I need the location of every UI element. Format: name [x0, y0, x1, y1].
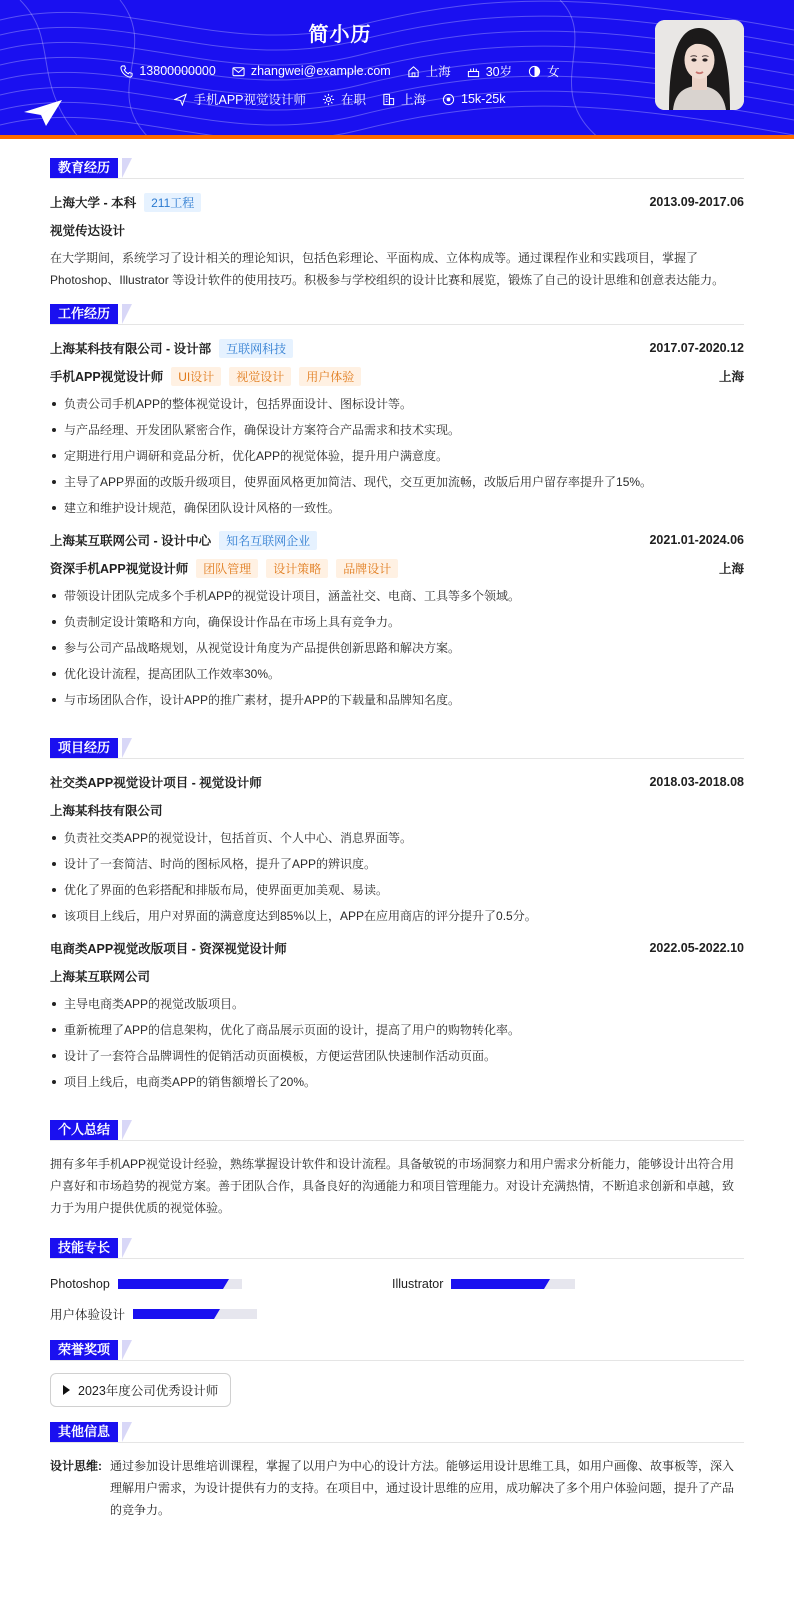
phone-text: 13800000000 — [139, 64, 216, 78]
skill-item — [392, 1277, 575, 1291]
role-tag: 用户体验 — [299, 367, 361, 386]
list-item: 建立和维护设计规范，确保团队设计风格的一致性。 — [50, 495, 744, 521]
job-duties — [50, 391, 744, 521]
section-label-tail — [122, 1422, 132, 1442]
gender-icon — [528, 65, 541, 78]
job-role: 手机APP视觉设计师 — [50, 369, 164, 384]
projects-section — [50, 735, 744, 1095]
gender-item — [528, 62, 560, 80]
job-header — [50, 337, 744, 359]
project-company: 上海某互联网公司 — [50, 970, 151, 984]
skills-section — [50, 1235, 744, 1337]
project-entry — [50, 771, 744, 929]
gender-text: 女 — [547, 65, 560, 79]
section-title-education — [50, 155, 744, 179]
skill-item — [50, 1277, 242, 1291]
section-label: 技能专长 — [50, 1238, 118, 1258]
job-date: 2017.07-2020.12 — [649, 341, 744, 355]
home-icon — [407, 65, 420, 78]
list-item: 优化了界面的色彩搭配和排版布局，使界面更加美观、易读。 — [50, 877, 744, 903]
role-tag: 设计策略 — [266, 559, 328, 578]
skill-bar — [118, 1279, 242, 1289]
section-label: 工作经历 — [50, 304, 118, 324]
project-header — [50, 937, 744, 959]
section-title-skills — [50, 1235, 744, 1259]
position-text: 手机APP视觉设计师 — [193, 93, 306, 107]
job-role: 资深手机APP视觉设计师 — [50, 561, 189, 576]
mail-icon — [232, 65, 245, 78]
list-item: 重新梳理了APP的信息架构，优化了商品展示页面的设计，提高了用户的购物转化率。 — [50, 1017, 744, 1043]
resume-header — [0, 0, 794, 139]
section-label-tail — [122, 738, 132, 758]
project-name: 电商类APP视觉改版项目 - 资深视觉设计师 — [50, 942, 287, 956]
list-item: 设计了一套符合品牌调性的促销活动页面模板，方便运营团队快速制作活动页面。 — [50, 1043, 744, 1069]
profile-photo — [655, 20, 744, 110]
job-header — [50, 529, 744, 551]
project-items — [50, 825, 744, 929]
project-items — [50, 991, 744, 1095]
skill-bar — [133, 1309, 257, 1319]
list-item: 定期进行用户调研和竞品分析，优化APP的视觉体验，提升用户满意度。 — [50, 443, 744, 469]
project-date: 2022.05-2022.10 — [649, 941, 744, 955]
work-city-text: 上海 — [401, 93, 427, 107]
candidate-name: 简小历 — [308, 24, 372, 46]
job-city: 上海 — [718, 370, 744, 384]
cake-icon — [467, 65, 480, 78]
section-label: 荣誉奖项 — [50, 1340, 118, 1360]
skill-bar-fill — [133, 1309, 214, 1319]
summary-section — [50, 1117, 744, 1219]
age-text: 30岁 — [485, 65, 513, 79]
salary-item — [442, 92, 505, 106]
major-name: 视觉传达设计 — [50, 224, 126, 238]
send-icon — [174, 93, 187, 106]
building-icon — [382, 93, 395, 106]
awards-section — [50, 1337, 744, 1407]
award-text: 2023年度公司优秀设计师 — [78, 1384, 219, 1398]
job-role-line — [50, 365, 744, 387]
role-tag: 团队管理 — [196, 559, 258, 578]
other-info-key: 设计思维: — [50, 1459, 102, 1473]
skill-name: 用户体验设计 — [50, 1308, 126, 1322]
education-date: 2013.09-2017.06 — [649, 195, 744, 209]
list-item: 带领设计团队完成多个手机APP的视觉设计项目，涵盖社交、电商、工具等多个领域。 — [50, 583, 744, 609]
section-label-tail — [122, 1238, 132, 1258]
project-entry — [50, 937, 744, 1095]
list-item: 优化设计流程，提高团队工作效率30%。 — [50, 661, 744, 687]
header-accent-line — [0, 135, 794, 139]
job-entry — [50, 529, 744, 713]
email-text: zhangwei@example.com — [250, 64, 391, 78]
list-item: 与产品经理、开发团队紧密合作，确保设计方案符合产品需求和技术实现。 — [50, 417, 744, 443]
job-role-line — [50, 557, 744, 579]
skill-list — [50, 1271, 744, 1337]
skill-bar-fill — [118, 1279, 223, 1289]
skill-bar-fill — [451, 1279, 544, 1289]
section-title-projects — [50, 735, 744, 759]
project-company-line — [50, 799, 744, 821]
section-label: 其他信息 — [50, 1422, 118, 1442]
section-label-tail — [122, 1120, 132, 1140]
list-item: 项目上线后，电商类APP的销售额增长了20%。 — [50, 1069, 744, 1095]
age-item — [467, 62, 512, 80]
phone-icon — [120, 65, 133, 78]
role-tag: 视觉设计 — [229, 367, 291, 386]
salary-text: 15k-25k — [461, 92, 506, 106]
job-duties — [50, 583, 744, 713]
section-title-work — [50, 301, 744, 325]
skill-name: Illustrator — [392, 1277, 444, 1291]
role-tag: UI设计 — [171, 367, 221, 386]
list-item: 该项目上线后，用户对界面的满意度达到85%以上，APP在应用商店的评分提升了0.5分。 — [50, 903, 744, 929]
status-item — [322, 90, 366, 108]
project-company-line — [50, 965, 744, 987]
school-tag: 211工程 — [144, 193, 201, 212]
phone-item — [120, 64, 215, 78]
city-item — [407, 62, 451, 80]
list-item: 参与公司产品战略规划，从视觉设计角度为产品提供创新思路和解决方案。 — [50, 635, 744, 661]
section-title-summary — [50, 1117, 744, 1141]
company-name: 上海某互联网公司 - 设计中心 — [50, 533, 212, 548]
education-section — [50, 155, 744, 291]
work-section — [50, 301, 744, 713]
section-label-tail — [122, 304, 132, 324]
contact-row — [0, 62, 680, 80]
major-line — [50, 219, 744, 241]
work-city-item — [382, 90, 426, 108]
caret-right-icon — [63, 1385, 70, 1395]
company-tag: 互联网科技 — [219, 339, 293, 358]
list-item: 负责社交类APP的视觉设计，包括首页、个人中心、消息界面等。 — [50, 825, 744, 851]
list-item: 与市场团队合作，设计APP的推广素材，提升APP的下载量和品牌知名度。 — [50, 687, 744, 713]
education-header — [50, 191, 744, 213]
list-item: 主导电商类APP的视觉改版项目。 — [50, 991, 744, 1017]
project-date: 2018.03-2018.08 — [649, 775, 744, 789]
list-item: 负责公司手机APP的整体视觉设计，包括界面设计、图标设计等。 — [50, 391, 744, 417]
section-title-awards — [50, 1337, 744, 1361]
section-label: 教育经历 — [50, 158, 118, 178]
job-entry — [50, 337, 744, 521]
section-label-tail — [122, 158, 132, 178]
role-tag: 品牌设计 — [336, 559, 398, 578]
email-item — [232, 64, 391, 78]
skill-name: Photoshop — [50, 1277, 110, 1291]
list-item: 负责制定设计策略和方向，确保设计作品在市场上具有竞争力。 — [50, 609, 744, 635]
coin-icon — [442, 93, 455, 106]
skill-bar — [451, 1279, 575, 1289]
city-text: 上海 — [425, 65, 451, 79]
section-label: 项目经历 — [50, 738, 118, 758]
job-city: 上海 — [718, 562, 744, 576]
status-text: 在职 — [341, 93, 367, 107]
section-label: 个人总结 — [50, 1120, 118, 1140]
list-item: 设计了一套简洁、时尚的图标风格，提升了APP的辨识度。 — [50, 851, 744, 877]
company-name: 上海某科技有限公司 - 设计部 — [50, 341, 212, 356]
position-item — [174, 90, 306, 108]
skill-item — [50, 1305, 257, 1323]
project-company: 上海某科技有限公司 — [50, 804, 163, 818]
job-date: 2021.01-2024.06 — [649, 533, 744, 547]
project-name: 社交类APP视觉设计项目 - 视觉设计师 — [50, 776, 262, 790]
other-info-text: 通过参加设计思维培训课程，掌握了以用户为中心的设计方法。能够运用设计思维工具，如用户画像、故事板等，深入理解用户需求，为设计提供有力的支持。在项目中，通过设计思维的应用，成功解决了多个用户体验问题，提升了产品的竞争力。 — [110, 1459, 735, 1517]
summary-text: 拥有多年手机APP视觉设计经验，熟练掌握设计软件和设计流程。具备敏锐的市场洞察力和用户需求分析能力，能够设计出符合用户喜好和市场趋势的视觉方案。善于团队合作，具备良好的沟通能力和项目管理能力。对设计充满热情，不断追求创新和卓越，致力于为用户提供优质的视觉体验。 — [50, 1157, 735, 1215]
company-tag: 知名互联网企业 — [219, 531, 317, 550]
other-section — [50, 1419, 744, 1521]
other-info-item — [50, 1455, 744, 1521]
resume-body — [50, 155, 744, 1521]
gear-icon — [322, 93, 335, 106]
education-description: 在大学期间，系统学习了设计相关的理论知识，包括色彩理论、平面构成、立体构成等。通过课程作业和实践项目，掌握了 Photoshop、Illustrator 等设计软件的使用技巧。积极参与学校组织的设计比赛和展览，锻炼了自己的设计思维和创意表达能力。 — [50, 251, 725, 287]
school-name: 上海大学 - 本科 — [50, 195, 137, 210]
section-label-tail — [122, 1340, 132, 1360]
project-header — [50, 771, 744, 793]
section-title-other — [50, 1419, 744, 1443]
award-item — [50, 1373, 231, 1407]
job-intent-row — [0, 90, 680, 108]
list-item: 主导了APP界面的改版升级项目，使界面风格更加简洁、现代，交互更加流畅，改版后用户留存率提升了15%。 — [50, 469, 744, 495]
